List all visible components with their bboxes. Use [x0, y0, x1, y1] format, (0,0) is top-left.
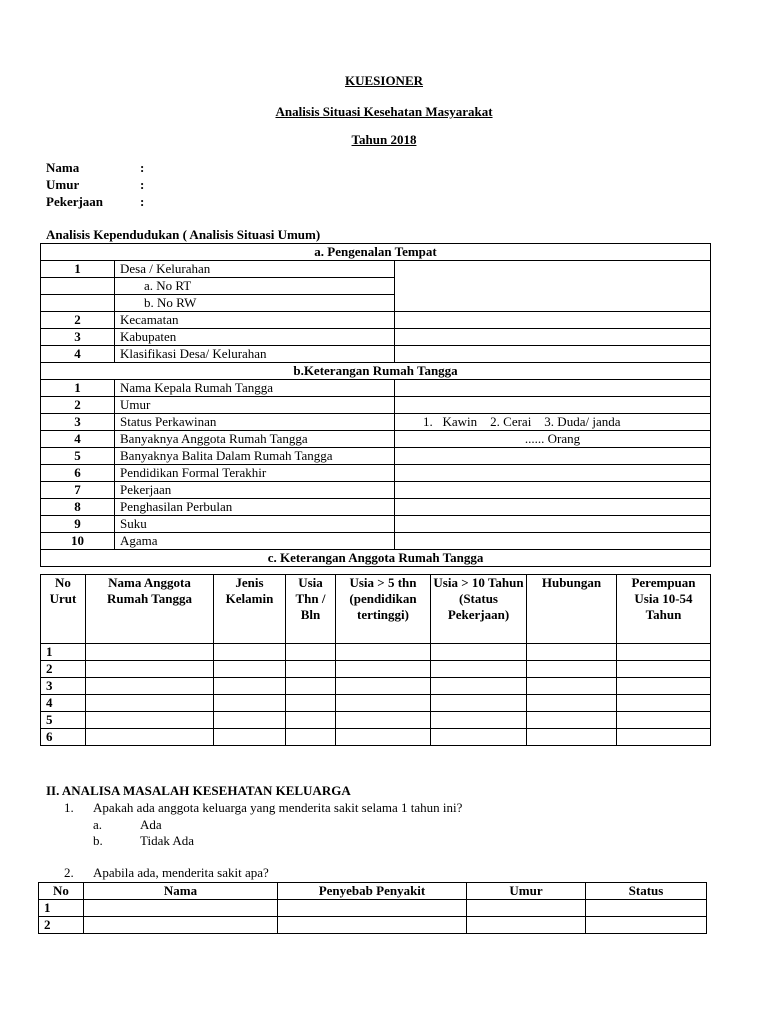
- table-row: [41, 261, 711, 278]
- identity-colon-umur[interactable]: :: [140, 177, 145, 192]
- table-row: [41, 312, 711, 329]
- option-a-letter: a.: [93, 817, 103, 832]
- identity-label-umur: Umur: [46, 177, 80, 192]
- member-cell[interactable]: [214, 712, 286, 729]
- table-row: [41, 482, 711, 499]
- column-header: Hubungan: [527, 575, 617, 644]
- table-row: [41, 644, 711, 661]
- member-cell[interactable]: [86, 712, 214, 729]
- row-number: 4: [41, 346, 115, 363]
- option-b-letter: b.: [93, 833, 103, 848]
- part-a-heading-row: [41, 244, 711, 261]
- member-cell[interactable]: [214, 678, 286, 695]
- column-header: Usia Thn / Bln: [286, 575, 336, 644]
- illness-cell[interactable]: [84, 917, 278, 934]
- row-label: Nama Kepala Rumah Tangga: [115, 380, 395, 397]
- household-table: [40, 243, 711, 567]
- column-header: Status: [586, 883, 707, 900]
- member-cell[interactable]: [431, 678, 527, 695]
- row-number: 4: [41, 695, 86, 712]
- answer-cell-desa[interactable]: [395, 261, 711, 312]
- row-label: Kecamatan: [115, 312, 395, 329]
- column-header: Perempuan Usia 10-54 Tahun: [617, 575, 711, 644]
- member-cell[interactable]: [286, 729, 336, 746]
- table-row: [41, 329, 711, 346]
- answer-cell[interactable]: [395, 499, 711, 516]
- table-row: [41, 712, 711, 729]
- member-cell[interactable]: [286, 712, 336, 729]
- member-cell[interactable]: [214, 695, 286, 712]
- row-label: b. No RW: [115, 295, 395, 312]
- member-cell[interactable]: [431, 695, 527, 712]
- answer-cell[interactable]: [395, 380, 711, 397]
- row-number: 1: [41, 380, 115, 397]
- member-cell[interactable]: [214, 661, 286, 678]
- answer-cell[interactable]: [395, 346, 711, 363]
- part-b-heading-row: [41, 363, 711, 380]
- column-header: No: [39, 883, 84, 900]
- members-header-row: [41, 575, 711, 644]
- row-number: 2: [41, 397, 115, 414]
- section2-title: II. ANALISA MASALAH KESEHATAN KELUARGA: [46, 783, 351, 798]
- illness-cell[interactable]: [586, 917, 707, 934]
- member-cell[interactable]: [431, 644, 527, 661]
- member-cell[interactable]: [336, 661, 431, 678]
- row-label: Suku: [115, 516, 395, 533]
- row-label: Pekerjaan: [115, 482, 395, 499]
- row-number: 6: [41, 465, 115, 482]
- member-cell[interactable]: [336, 644, 431, 661]
- row-label: a. No RT: [115, 278, 395, 295]
- row-label: Klasifikasi Desa/ Kelurahan: [115, 346, 395, 363]
- part-b-heading: b.Keterangan Rumah Tangga: [41, 363, 711, 380]
- answer-cell[interactable]: [395, 465, 711, 482]
- answer-cell[interactable]: [395, 533, 711, 550]
- answer-cell[interactable]: [395, 312, 711, 329]
- member-cell[interactable]: [617, 695, 711, 712]
- row-number: 8: [41, 499, 115, 516]
- identity-label-nama: Nama: [46, 160, 80, 175]
- member-cell[interactable]: [527, 729, 617, 746]
- member-cell[interactable]: [431, 661, 527, 678]
- table-row: [41, 465, 711, 482]
- row-number: 2: [41, 312, 115, 329]
- member-cell[interactable]: [336, 678, 431, 695]
- row-number: 1: [39, 900, 84, 917]
- household-count-field[interactable]: ...... Orang: [395, 431, 711, 448]
- table-row: [39, 917, 707, 934]
- row-label: Banyaknya Anggota Rumah Tangga: [115, 431, 395, 448]
- answer-cell[interactable]: [395, 397, 711, 414]
- member-cell[interactable]: [86, 695, 214, 712]
- member-cell[interactable]: [617, 644, 711, 661]
- member-cell[interactable]: [286, 661, 336, 678]
- member-cell[interactable]: [86, 661, 214, 678]
- illness-cell[interactable]: [278, 900, 467, 917]
- table-row: [39, 900, 707, 917]
- row-number: 1: [41, 644, 86, 661]
- member-cell[interactable]: [617, 729, 711, 746]
- question-1-number: 1.: [64, 800, 74, 815]
- table-row: [41, 533, 711, 550]
- section1-title: Analisis Kependudukan ( Analisis Situasi Umum): [46, 227, 321, 242]
- row-label: Kabupaten: [115, 329, 395, 346]
- row-label: Agama: [115, 533, 395, 550]
- row-label: Desa / Kelurahan: [115, 261, 395, 278]
- member-cell[interactable]: [214, 644, 286, 661]
- member-cell[interactable]: [617, 678, 711, 695]
- table-row: [41, 678, 711, 695]
- members-table: [40, 574, 711, 746]
- table-row: [41, 448, 711, 465]
- row-number: 9: [41, 516, 115, 533]
- document-subtitle: Analisis Situasi Kesehatan Masyarakat: [275, 104, 493, 119]
- question-1-text: Apakah ada anggota keluarga yang menderita sakit selama 1 tahun ini?: [93, 800, 463, 815]
- row-label: Penghasilan Perbulan: [115, 499, 395, 516]
- member-cell[interactable]: [286, 678, 336, 695]
- identity-colon-nama[interactable]: :: [140, 160, 145, 175]
- column-header: Nama Anggota Rumah Tangga: [86, 575, 214, 644]
- question-2-number: 2.: [64, 865, 74, 880]
- row-number: 6: [41, 729, 86, 746]
- member-cell[interactable]: [86, 678, 214, 695]
- row-number: 4: [41, 431, 115, 448]
- answer-cell[interactable]: [395, 448, 711, 465]
- member-cell[interactable]: [527, 661, 617, 678]
- table-row: [41, 431, 711, 448]
- table-row: [41, 346, 711, 363]
- answer-cell[interactable]: [395, 482, 711, 499]
- question-2-text: Apabila ada, menderita sakit apa?: [93, 865, 269, 880]
- column-header: Umur: [467, 883, 586, 900]
- part-a-heading: a. Pengenalan Tempat: [41, 244, 711, 261]
- row-number: 7: [41, 482, 115, 499]
- member-cell[interactable]: [336, 695, 431, 712]
- row-number: 5: [41, 712, 86, 729]
- table-row: [41, 499, 711, 516]
- member-cell[interactable]: [527, 695, 617, 712]
- row-number: [41, 295, 115, 312]
- row-number: 3: [41, 329, 115, 346]
- column-header: Usia > 5 thn (pendidikan tertinggi): [336, 575, 431, 644]
- member-cell[interactable]: [86, 729, 214, 746]
- row-number: 1: [41, 261, 115, 278]
- member-cell[interactable]: [431, 712, 527, 729]
- row-number: [41, 278, 115, 295]
- row-number: 3: [41, 678, 86, 695]
- row-label: Umur: [115, 397, 395, 414]
- row-number: 2: [39, 917, 84, 934]
- column-header: Usia > 10 Tahun (Status Pekerjaan): [431, 575, 527, 644]
- illness-cell[interactable]: [467, 900, 586, 917]
- member-cell[interactable]: [214, 729, 286, 746]
- table-row: [41, 695, 711, 712]
- document-title: KUESIONER: [344, 73, 424, 88]
- illness-table: [38, 882, 707, 934]
- part-c-heading-row: [41, 550, 711, 567]
- identity-colon-pekerjaan[interactable]: :: [140, 194, 145, 209]
- option-a-ada[interactable]: Ada: [140, 817, 162, 832]
- column-header: Nama: [84, 883, 278, 900]
- document-year: Tahun 2018: [351, 132, 417, 147]
- row-number: 2: [41, 661, 86, 678]
- illness-header-row: [39, 883, 707, 900]
- member-cell[interactable]: [336, 712, 431, 729]
- member-cell[interactable]: [286, 695, 336, 712]
- member-cell[interactable]: [431, 729, 527, 746]
- row-label: Status Perkawinan: [115, 414, 395, 431]
- column-header: Penyebab Penyakit: [278, 883, 467, 900]
- table-row: [41, 397, 711, 414]
- marital-status-options[interactable]: 1. Kawin 2. Cerai 3. Duda/ janda: [395, 414, 711, 431]
- member-cell[interactable]: [286, 644, 336, 661]
- column-header: Jenis Kelamin: [214, 575, 286, 644]
- table-row: [41, 516, 711, 533]
- row-label: Banyaknya Balita Dalam Rumah Tangga: [115, 448, 395, 465]
- answer-cell[interactable]: [395, 329, 711, 346]
- member-cell[interactable]: [86, 644, 214, 661]
- illness-cell[interactable]: [278, 917, 467, 934]
- illness-cell[interactable]: [586, 900, 707, 917]
- member-cell[interactable]: [527, 712, 617, 729]
- identity-label-pekerjaan: Pekerjaan: [46, 194, 104, 209]
- part-c-heading: c. Keterangan Anggota Rumah Tangga: [41, 550, 711, 567]
- illness-cell[interactable]: [84, 900, 278, 917]
- member-cell[interactable]: [527, 644, 617, 661]
- table-row: [41, 380, 711, 397]
- member-cell[interactable]: [527, 678, 617, 695]
- column-header: No Urut: [41, 575, 86, 644]
- row-number: 3: [41, 414, 115, 431]
- table-row: [41, 729, 711, 746]
- member-cell[interactable]: [336, 729, 431, 746]
- table-row: [41, 661, 711, 678]
- illness-cell[interactable]: [467, 917, 586, 934]
- row-number: 5: [41, 448, 115, 465]
- row-number: 10: [41, 533, 115, 550]
- member-cell[interactable]: [617, 712, 711, 729]
- option-b-tidak-ada[interactable]: Tidak Ada: [140, 833, 195, 848]
- member-cell[interactable]: [617, 661, 711, 678]
- answer-cell[interactable]: [395, 516, 711, 533]
- row-label: Pendidikan Formal Terakhir: [115, 465, 395, 482]
- table-row: [41, 414, 711, 431]
